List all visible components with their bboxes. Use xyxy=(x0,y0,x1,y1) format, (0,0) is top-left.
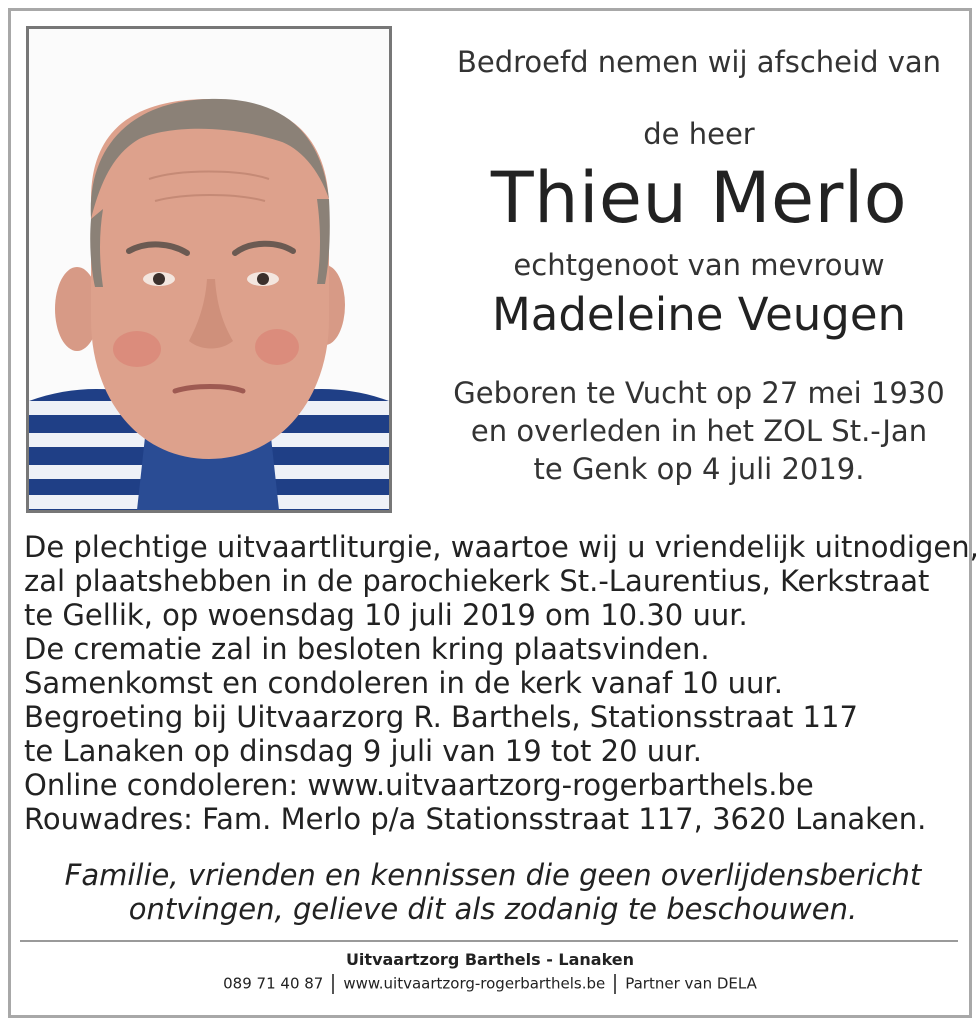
details-line: Samenkomst en condoleren in de kerk vanaf 10 uur. xyxy=(24,666,783,700)
death-place-line: te Genk op 4 juli 2019. xyxy=(533,452,865,486)
intro-text: Bedroefd nemen wij afscheid van xyxy=(456,45,942,79)
details-line: De plechtige uitvaartliturgie, waartoe wij u vriendelijk uitnodigen, xyxy=(24,530,979,564)
spouse-intro: echtgenoot van mevrouw xyxy=(513,248,885,282)
death-line: en overleden in het ZOL St.-Jan xyxy=(470,414,928,448)
note-line: ontvingen, gelieve dit als zodanig te beschouwen. xyxy=(128,892,858,926)
website-link[interactable]: www.uitvaartzorg-rogerbarthels.be xyxy=(343,974,606,993)
company-contacts xyxy=(0,974,980,994)
company-name: Uitvaartzorg Barthels - Lanaken xyxy=(345,950,635,969)
portrait-photo xyxy=(26,26,392,513)
honorific: de heer xyxy=(643,117,755,151)
note-line: Familie, vrienden en kennissen die geen overlijdensbericht xyxy=(64,858,922,892)
separator xyxy=(332,974,334,994)
phone-number: 089 71 40 87 xyxy=(223,974,324,993)
deceased-name: Thieu Merlo xyxy=(490,157,908,239)
footer-divider xyxy=(20,940,958,942)
separator xyxy=(614,974,616,994)
partner-text: Partner van DELA xyxy=(625,974,757,993)
details-line: zal plaatshebben in de parochiekerk St.-Laurentius, Kerkstraat xyxy=(24,564,930,598)
life-details xyxy=(420,374,978,488)
details-line: te Gellik, op woensdag 10 juli 2019 om 10.30 uur. xyxy=(24,598,748,632)
closing-note xyxy=(20,858,966,926)
details-line: De crematie zal in besloten kring plaatsvinden. xyxy=(24,632,710,666)
birth-line: Geboren te Vucht op 27 mei 1930 xyxy=(453,376,945,410)
spouse-name: Madeleine Veugen xyxy=(491,288,907,341)
details-line: te Lanaken op dinsdag 9 juli van 19 tot 20 uur. xyxy=(24,734,702,768)
details-line: Begroeting bij Uitvaarzorg R. Barthels, Stationsstraat 117 xyxy=(24,700,858,734)
details-line: Online condoleren: www.uitvaartzorg-rogerbarthels.be xyxy=(24,768,814,802)
funeral-details xyxy=(24,530,979,836)
details-line: Rouwadres: Fam. Merlo p/a Stationsstraat 117, 3620 Lanaken. xyxy=(24,802,927,836)
